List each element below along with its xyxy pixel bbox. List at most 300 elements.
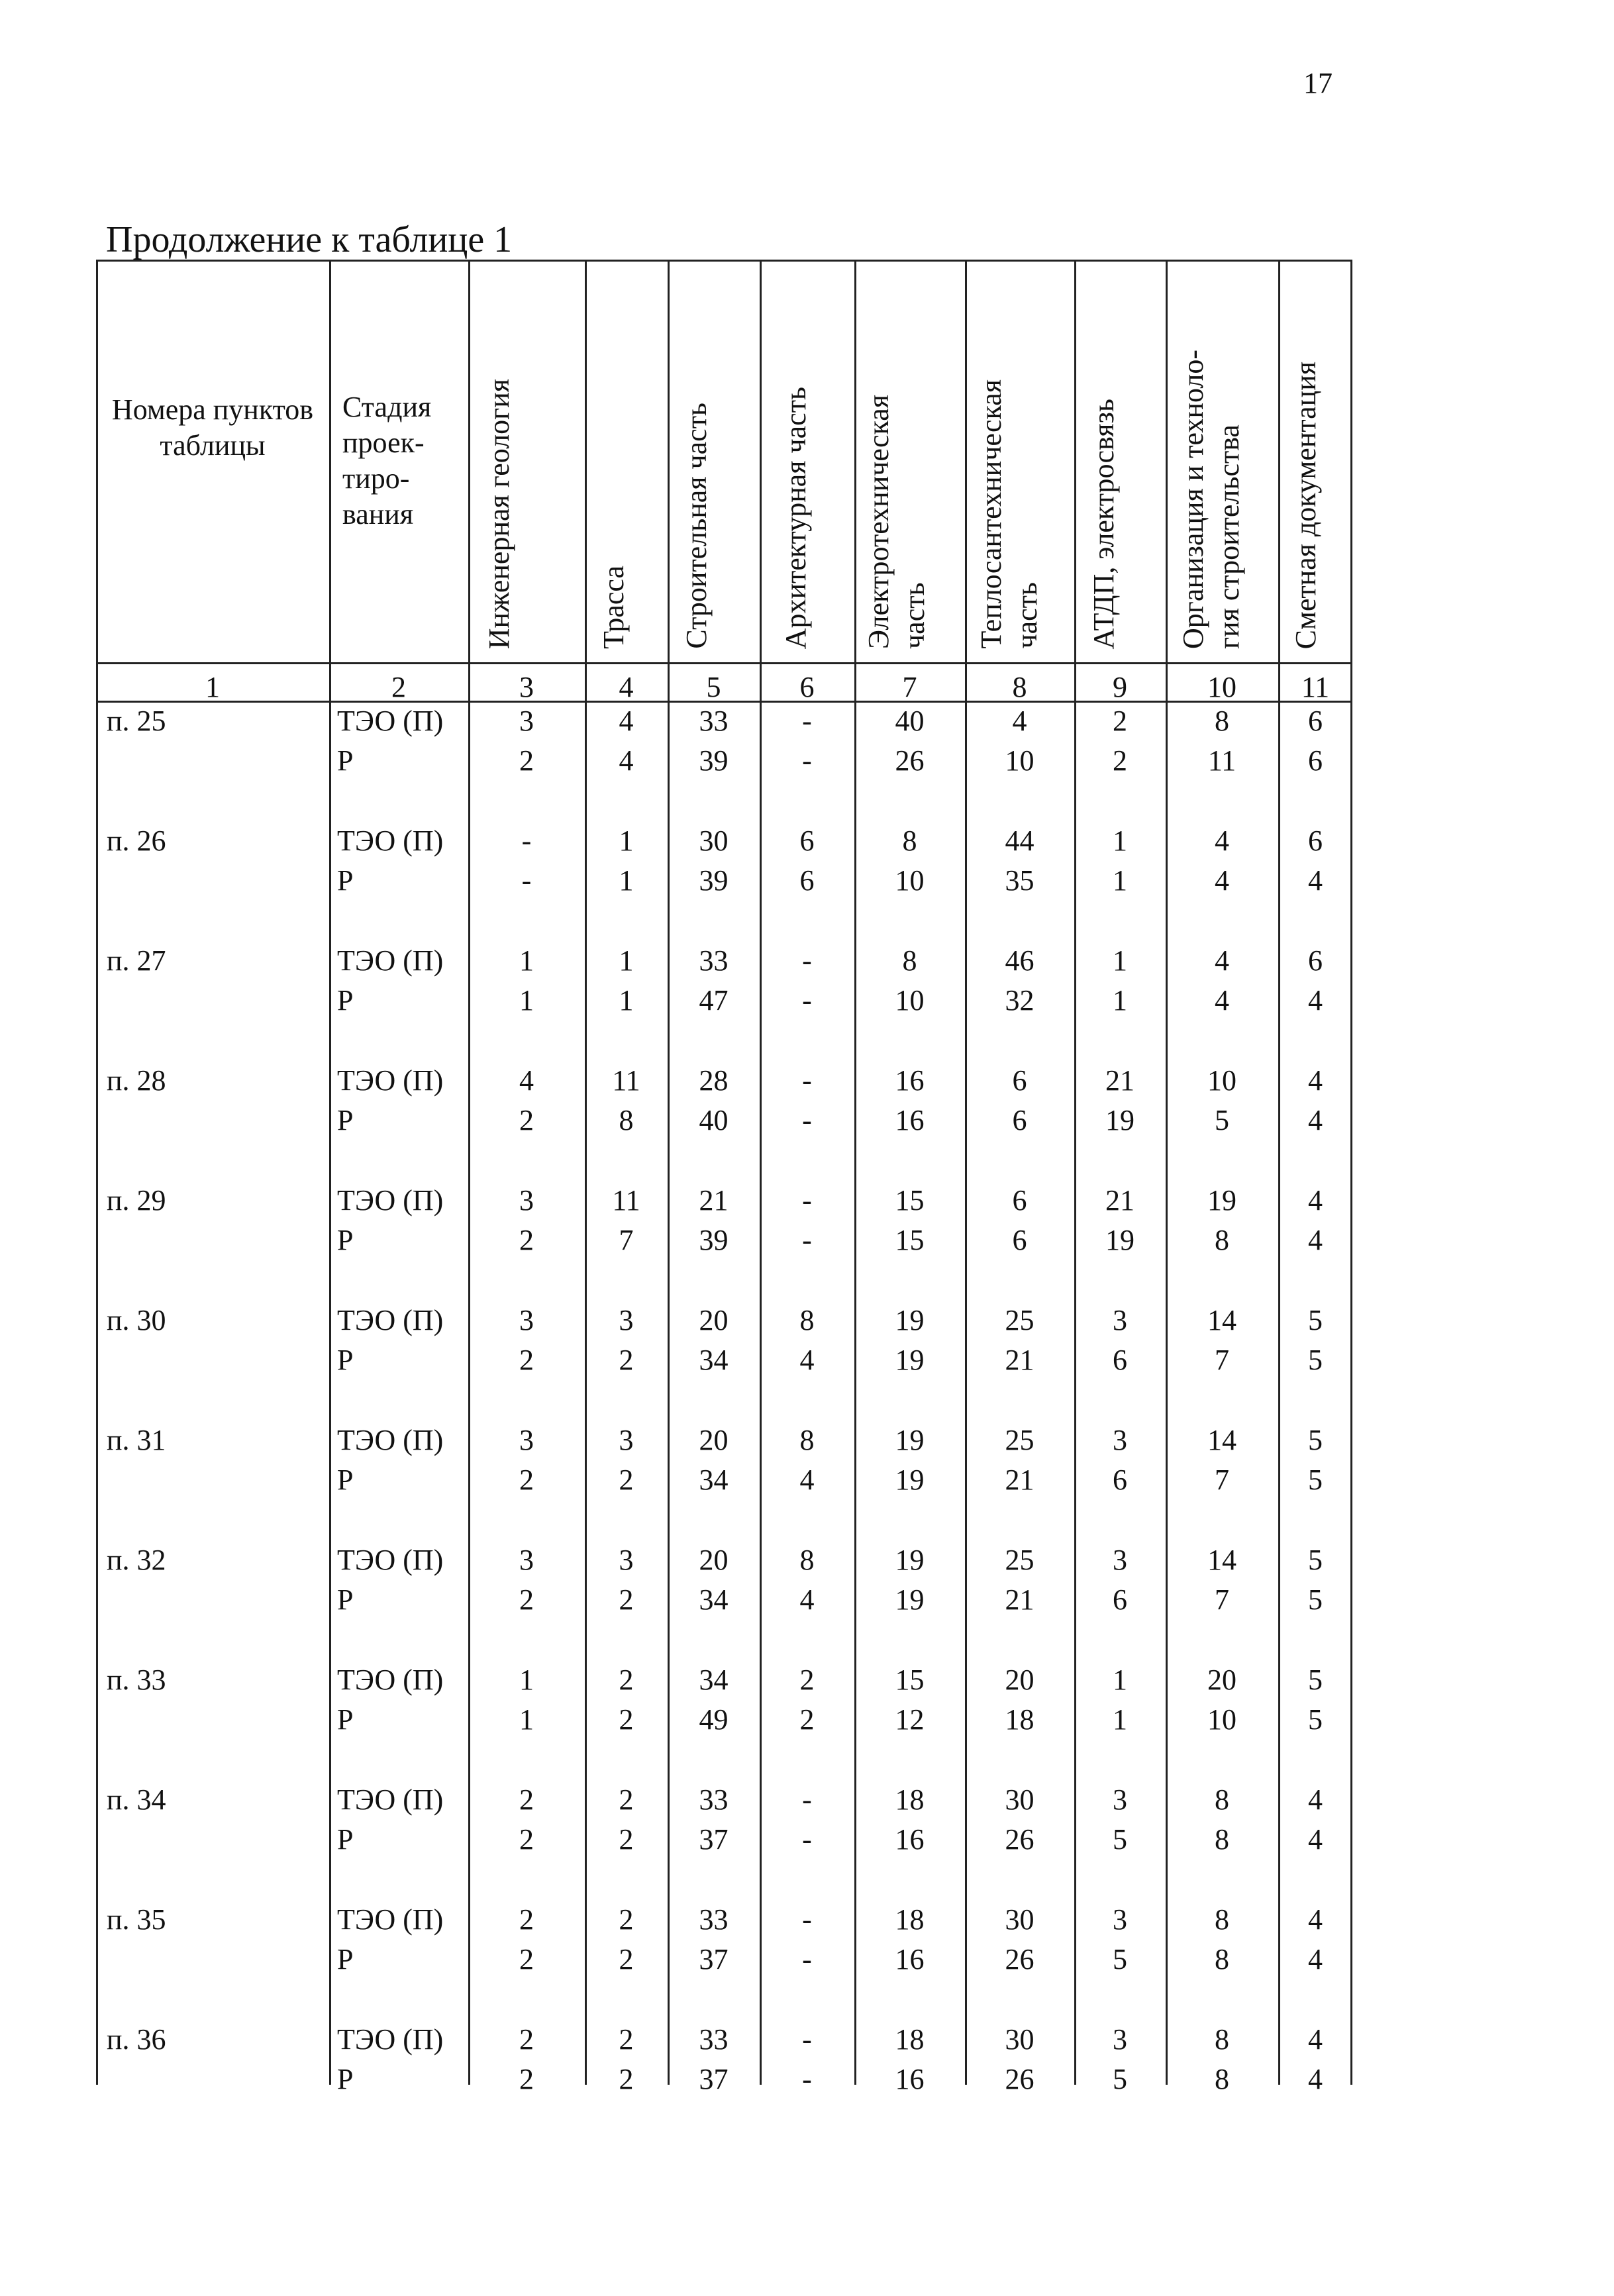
item-number: п. 34 (107, 1783, 166, 1816)
data-table (96, 260, 1352, 2095)
table-cell: 3 (1113, 1544, 1127, 1576)
table-cell: 2 (619, 1703, 634, 1736)
design-stage: ТЭО (П) (337, 1664, 444, 1696)
table-cell: 5 (1215, 1104, 1229, 1136)
table-cell: - (802, 944, 812, 977)
table-cell: 26 (1005, 1823, 1034, 1856)
table-cell: 39 (699, 1224, 729, 1256)
table-cell: 30 (699, 824, 729, 857)
design-stage: ТЭО (П) (337, 1424, 444, 1456)
table-cell: 2 (519, 744, 534, 777)
table-cell: - (802, 1903, 812, 1936)
column-number: 5 (706, 671, 721, 703)
table-cell: 28 (699, 1064, 729, 1097)
header-electrical-part (861, 395, 933, 649)
table-cell: 3 (619, 1544, 634, 1576)
table-cell: 34 (699, 1664, 729, 1696)
table-cell: 2 (519, 1224, 534, 1256)
table-cell: 19 (895, 1583, 925, 1616)
table-cell: 2 (619, 1583, 634, 1616)
column-number: 6 (799, 671, 815, 703)
table-cell: 21 (1005, 1464, 1034, 1496)
table-cell: 19 (895, 1304, 925, 1336)
item-number: п. 33 (107, 1664, 166, 1696)
column-divider (96, 260, 98, 2085)
table-cell: 1 (519, 1664, 534, 1696)
table-cell: - (802, 1064, 812, 1097)
table-cell: 2 (619, 1783, 634, 1816)
table-cell: 26 (1005, 1943, 1034, 1975)
table-cell: 4 (1308, 1783, 1323, 1816)
table-cell: - (802, 744, 812, 777)
item-number: п. 27 (107, 944, 166, 977)
table-cell: 25 (1005, 1304, 1034, 1336)
table-top-border (96, 260, 1352, 262)
table-cell: 1 (619, 984, 634, 1017)
header-cost-documentation: Сметная документация (1289, 361, 1322, 649)
table-cell: 2 (619, 2023, 634, 2056)
table-cell: 8 (1215, 2023, 1229, 2056)
table-cell: 8 (1215, 1903, 1229, 1936)
design-stage: ТЭО (П) (337, 1064, 444, 1097)
table-cell: 33 (699, 1783, 729, 1816)
item-number: п. 25 (107, 705, 166, 737)
table-cell: 7 (1215, 1464, 1229, 1496)
table-cell: 4 (1308, 1823, 1323, 1856)
table-cell: 8 (1215, 705, 1229, 737)
header-bottom-border (96, 662, 1352, 664)
table-cell: 5 (1308, 1703, 1323, 1736)
design-stage: ТЭО (П) (337, 705, 444, 737)
table-cell: 3 (519, 1184, 534, 1217)
table-cell: 21 (699, 1184, 729, 1217)
header-design-stage-line: Стадия (342, 391, 432, 423)
table-cell: 5 (1308, 1583, 1323, 1616)
table-cell: 16 (895, 2063, 925, 2095)
design-stage: Р (337, 2063, 354, 2095)
design-stage: Р (337, 1823, 354, 1856)
table-cell: 26 (895, 744, 925, 777)
item-number: п. 29 (107, 1184, 166, 1217)
table-cell: 8 (902, 944, 917, 977)
table-cell: 16 (895, 1943, 925, 1975)
table-cell: 26 (1005, 2063, 1034, 2095)
design-stage: ТЭО (П) (337, 824, 444, 857)
column-divider (668, 260, 670, 2085)
table-cell: 4 (1215, 864, 1229, 897)
table-cell: 40 (895, 705, 925, 737)
table-cell: 7 (1215, 1344, 1229, 1376)
table-cell: 4 (799, 1344, 815, 1376)
table-cell: 14 (1207, 1544, 1236, 1576)
table-cell: 4 (1308, 1943, 1323, 1975)
table-cell: 19 (895, 1544, 925, 1576)
table-cell: 3 (519, 705, 534, 737)
table-cell: 4 (1215, 824, 1229, 857)
header-heating-plumbing-part-line: Теплосантехническая (975, 379, 1007, 649)
table-cell: 15 (895, 1224, 925, 1256)
table-cell: 2 (519, 1104, 534, 1136)
table-cell: 1 (619, 944, 634, 977)
column-divider (329, 260, 331, 2085)
table-cell: 3 (1113, 1903, 1127, 1936)
table-cell: 37 (699, 2063, 729, 2095)
table-cell: 20 (1207, 1664, 1236, 1696)
item-number: п. 28 (107, 1064, 166, 1097)
design-stage: ТЭО (П) (337, 1304, 444, 1336)
table-cell: 4 (799, 1583, 815, 1616)
table-cell: 2 (1113, 744, 1127, 777)
table-cell: 2 (619, 1344, 634, 1376)
table-cell: 4 (1308, 864, 1323, 897)
table-cell: 6 (1308, 824, 1323, 857)
table-cell: 10 (1207, 1703, 1236, 1736)
header-design-stage-line: проек- (342, 426, 425, 459)
table-cell: 19 (1105, 1224, 1135, 1256)
header-heating-plumbing-part (974, 379, 1045, 649)
table-cell: 20 (1005, 1664, 1034, 1696)
table-cell: 25 (1005, 1424, 1034, 1456)
table-cell: 5 (1113, 2063, 1127, 2095)
table-cell: 2 (619, 2063, 634, 2095)
design-stage: ТЭО (П) (337, 1184, 444, 1217)
table-cell: 2 (519, 1783, 534, 1816)
table-cell: 44 (1005, 824, 1034, 857)
header-electrical-part-line: Электротехническая (862, 395, 895, 649)
table-cell: 3 (1113, 1304, 1127, 1336)
table-cell: 14 (1207, 1304, 1236, 1336)
table-cell: 11 (1207, 744, 1236, 777)
item-number: п. 35 (107, 1903, 166, 1936)
table-cell: 2 (619, 1664, 634, 1696)
table-cell: 15 (895, 1664, 925, 1696)
header-electrical-part-line: часть (898, 582, 931, 649)
column-divider (468, 260, 470, 2085)
table-cell: 19 (895, 1344, 925, 1376)
table-cell: 47 (699, 984, 729, 1017)
table-cell: 4 (1308, 2023, 1323, 2056)
column-number: 11 (1301, 671, 1330, 703)
table-cell: 2 (619, 1903, 634, 1936)
table-cell: 4 (1308, 1903, 1323, 1936)
page-number: 17 (1303, 67, 1333, 99)
table-cell: 5 (1113, 1943, 1127, 1975)
table-cell: 6 (1308, 944, 1323, 977)
table-cell: 5 (1308, 1424, 1323, 1456)
table-cell: 35 (1005, 864, 1034, 897)
table-cell: 3 (519, 1544, 534, 1576)
column-divider (965, 260, 967, 2085)
table-cell: 4 (619, 744, 634, 777)
design-stage: ТЭО (П) (337, 1783, 444, 1816)
table-cell: 2 (519, 1583, 534, 1616)
table-cell: 7 (1215, 1583, 1229, 1616)
column-divider (1350, 260, 1352, 2085)
table-cell: 6 (1012, 1184, 1027, 1217)
column-divider (760, 260, 762, 2085)
column-number: 1 (205, 671, 220, 703)
item-number: п. 36 (107, 2023, 166, 2056)
table-cell: 3 (619, 1424, 634, 1456)
table-cell: 30 (1005, 1783, 1034, 1816)
table-cell: 21 (1105, 1184, 1135, 1217)
design-stage: ТЭО (П) (337, 1903, 444, 1936)
column-number: 8 (1012, 671, 1027, 703)
table-cell: 18 (1005, 1703, 1034, 1736)
table-cell: 4 (1308, 984, 1323, 1017)
table-cell: 2 (799, 1703, 815, 1736)
table-cell: 20 (699, 1424, 729, 1456)
table-cell: 5 (1308, 1664, 1323, 1696)
table-cell: 1 (519, 1703, 534, 1736)
header-design-stage (342, 389, 468, 532)
column-divider (854, 260, 856, 2085)
table-cell: 20 (699, 1544, 729, 1576)
design-stage: ТЭО (П) (337, 2023, 444, 2056)
header-construction-organization-line: Организация и техноло- (1177, 350, 1209, 649)
table-cell: 10 (895, 864, 925, 897)
design-stage: Р (337, 1344, 354, 1376)
table-cell: 8 (1215, 1224, 1229, 1256)
column-divider (585, 260, 587, 2085)
table-cell: 16 (895, 1064, 925, 1097)
table-cell: 8 (1215, 1943, 1229, 1975)
table-cell: 6 (1113, 1344, 1127, 1376)
table-cell: 8 (1215, 1783, 1229, 1816)
table-cell: - (521, 824, 532, 857)
table-cell: 33 (699, 2023, 729, 2056)
table-cell: 3 (1113, 1424, 1127, 1456)
table-cell: 5 (1308, 1344, 1323, 1376)
table-cell: 33 (699, 944, 729, 977)
table-cell: 39 (699, 864, 729, 897)
header-construction-organization (1176, 350, 1247, 649)
table-cell: 2 (519, 1823, 534, 1856)
table-cell: 3 (519, 1304, 534, 1336)
column-number: 9 (1113, 671, 1127, 703)
table-cell: 8 (799, 1304, 815, 1336)
table-cell: 33 (699, 1903, 729, 1936)
table-cell: 19 (895, 1464, 925, 1496)
table-cell: 12 (895, 1703, 925, 1736)
column-number: 10 (1207, 671, 1236, 703)
header-atdp-communication: АТДП, электросвязь (1087, 398, 1120, 649)
item-number: п. 31 (107, 1424, 166, 1456)
table-cell: 21 (1005, 1344, 1034, 1376)
table-cell: 34 (699, 1583, 729, 1616)
table-cell: 1 (1113, 1703, 1127, 1736)
table-cell: 2 (1113, 705, 1127, 737)
table-cell: 32 (1005, 984, 1034, 1017)
item-number: п. 26 (107, 824, 166, 857)
table-cell: 6 (799, 824, 815, 857)
table-cell: 1 (519, 984, 534, 1017)
header-heating-plumbing-part-line: часть (1011, 582, 1043, 649)
table-caption: Продолжение к таблице 1 (106, 219, 513, 260)
column-number: 2 (391, 671, 406, 703)
table-cell: 6 (799, 864, 815, 897)
table-cell: 4 (519, 1064, 534, 1097)
table-cell: 2 (519, 1903, 534, 1936)
table-cell: 6 (1012, 1064, 1027, 1097)
table-cell: 4 (1308, 1184, 1323, 1217)
table-cell: 30 (1005, 2023, 1034, 2056)
table-cell: 16 (895, 1823, 925, 1856)
table-cell: 1 (1113, 864, 1127, 897)
design-stage: Р (337, 1583, 354, 1616)
table-cell: 37 (699, 1943, 729, 1975)
design-stage: Р (337, 864, 354, 897)
table-cell: - (802, 1943, 812, 1975)
table-cell: 2 (519, 2063, 534, 2095)
table-cell: 11 (612, 1184, 640, 1217)
header-route: Трасса (597, 566, 630, 649)
table-cell: 2 (799, 1664, 815, 1696)
table-cell: 4 (1308, 1064, 1323, 1097)
table-cell: 19 (1207, 1184, 1236, 1217)
table-cell: 14 (1207, 1424, 1236, 1456)
item-number: п. 32 (107, 1544, 166, 1576)
table-cell: 34 (699, 1344, 729, 1376)
table-cell: 5 (1113, 1823, 1127, 1856)
table-cell: 8 (799, 1544, 815, 1576)
table-cell: 5 (1308, 1464, 1323, 1496)
design-stage: Р (337, 1104, 354, 1136)
header-design-stage-line: тиро- (342, 462, 410, 495)
table-cell: 11 (612, 1064, 640, 1097)
table-cell: 10 (1207, 1064, 1236, 1097)
table-cell: 6 (1113, 1464, 1127, 1496)
table-cell: 7 (619, 1224, 634, 1256)
design-stage: Р (337, 1703, 354, 1736)
table-cell: - (802, 705, 812, 737)
table-cell: 4 (1308, 1224, 1323, 1256)
header-design-stage-line: вания (342, 498, 414, 530)
item-number: п. 30 (107, 1304, 166, 1336)
table-cell: 30 (1005, 1903, 1034, 1936)
table-cell: 25 (1005, 1544, 1034, 1576)
table-cell: - (802, 1783, 812, 1816)
table-cell: 1 (519, 944, 534, 977)
table-cell: 1 (1113, 824, 1127, 857)
table-cell: 40 (699, 1104, 729, 1136)
table-cell: 8 (1215, 2063, 1229, 2095)
table-cell: 21 (1005, 1583, 1034, 1616)
table-cell: - (802, 2063, 812, 2095)
table-cell: 4 (1012, 705, 1027, 737)
table-cell: 3 (619, 1304, 634, 1336)
column-number: 3 (519, 671, 534, 703)
table-cell: - (802, 984, 812, 1017)
table-cell: 8 (1215, 1823, 1229, 1856)
table-cell: 1 (619, 864, 634, 897)
table-cell: 4 (1308, 2063, 1323, 2095)
table-cell: 34 (699, 1464, 729, 1496)
header-construction-organization-line: гия строительства (1213, 424, 1245, 649)
header-engineering-geology: Инженерная геология (483, 378, 515, 649)
table-cell: 1 (619, 824, 634, 857)
table-cell: 2 (619, 1943, 634, 1975)
column-divider (1278, 260, 1280, 2085)
column-number: 4 (619, 671, 634, 703)
table-cell: 21 (1105, 1064, 1135, 1097)
table-cell: 6 (1308, 705, 1323, 737)
design-stage: Р (337, 744, 354, 777)
table-cell: 6 (1012, 1224, 1027, 1256)
table-cell: 19 (895, 1424, 925, 1456)
design-stage: ТЭО (П) (337, 1544, 444, 1576)
column-number: 7 (902, 671, 917, 703)
table-cell: 6 (1012, 1104, 1027, 1136)
header-architecture-part: Архитектурная часть (780, 386, 812, 649)
table-cell: - (802, 1823, 812, 1856)
table-cell: 39 (699, 744, 729, 777)
table-cell: 16 (895, 1104, 925, 1136)
table-cell: 2 (519, 1943, 534, 1975)
table-cell: 2 (519, 1464, 534, 1496)
header-construction-part: Строительная часть (680, 403, 713, 649)
table-cell: 33 (699, 705, 729, 737)
table-cell: 10 (1005, 744, 1034, 777)
table-cell: 4 (799, 1464, 815, 1496)
design-stage: Р (337, 1943, 354, 1975)
table-cell: 18 (895, 2023, 925, 2056)
table-cell: 37 (699, 1823, 729, 1856)
table-cell: 19 (1105, 1104, 1135, 1136)
table-cell: - (802, 2023, 812, 2056)
table-cell: 1 (1113, 1664, 1127, 1696)
table-cell: 3 (519, 1424, 534, 1456)
table-cell: 4 (1215, 944, 1229, 977)
table-cell: 3 (1113, 2023, 1127, 2056)
table-cell: - (802, 1184, 812, 1217)
table-cell: - (521, 864, 532, 897)
table-cell: 20 (699, 1304, 729, 1336)
table-cell: 5 (1308, 1544, 1323, 1576)
table-cell: 49 (699, 1703, 729, 1736)
table-cell: 10 (895, 984, 925, 1017)
table-cell: 8 (902, 824, 917, 857)
table-cell: - (802, 1104, 812, 1136)
design-stage: ТЭО (П) (337, 944, 444, 977)
table-cell: 18 (895, 1783, 925, 1816)
table-cell: 15 (895, 1184, 925, 1217)
table-cell: 2 (519, 2023, 534, 2056)
table-cell: 3 (1113, 1783, 1127, 1816)
table-cell: 5 (1308, 1304, 1323, 1336)
column-divider (1166, 260, 1168, 2085)
design-stage: Р (337, 1464, 354, 1496)
table-cell: 18 (895, 1903, 925, 1936)
design-stage: Р (337, 1224, 354, 1256)
table-cell: 2 (519, 1344, 534, 1376)
table-cell: 2 (619, 1464, 634, 1496)
table-cell: 1 (1113, 944, 1127, 977)
table-cell: 8 (799, 1424, 815, 1456)
table-cell: 2 (619, 1823, 634, 1856)
table-cell: 6 (1308, 744, 1323, 777)
table-cell: 6 (1113, 1583, 1127, 1616)
design-stage: Р (337, 984, 354, 1017)
table-cell: 4 (1308, 1104, 1323, 1136)
table-cell: - (802, 1224, 812, 1256)
column-divider (1074, 260, 1076, 2085)
header-item-numbers: Номера пунктов таблицы (111, 393, 314, 462)
table-cell: 4 (619, 705, 634, 737)
table-cell: 8 (619, 1104, 634, 1136)
table-cell: 4 (1215, 984, 1229, 1017)
table-cell: 46 (1005, 944, 1034, 977)
